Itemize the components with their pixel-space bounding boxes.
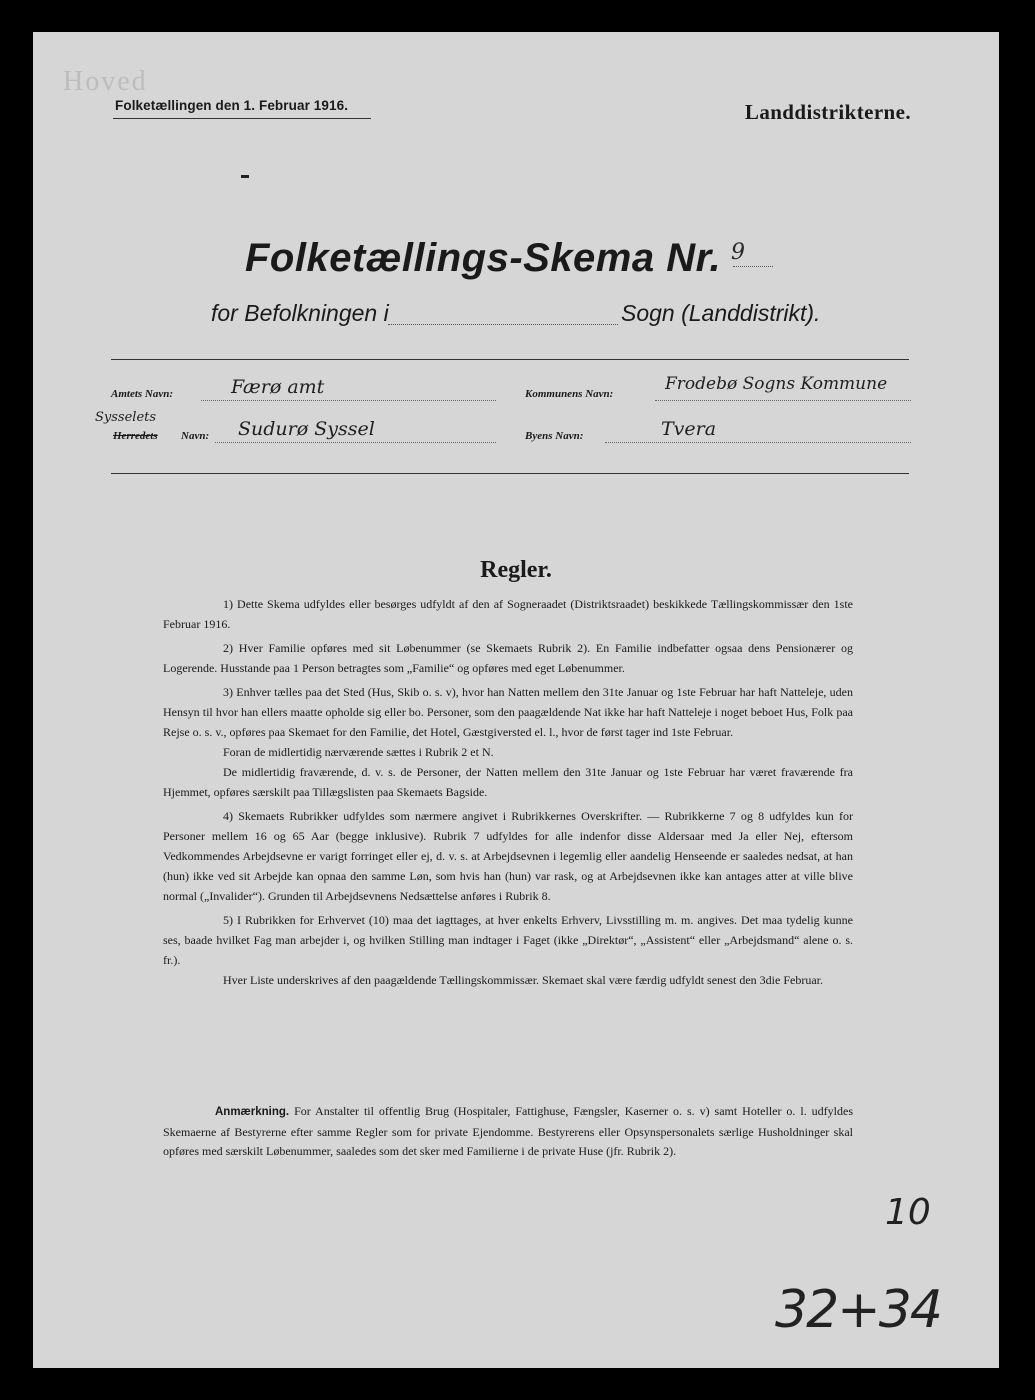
- remark-text: For Anstalter til offentlig Brug (Hospitaler, Fattighuse, Fængsler, Kaserner o. s. v) samt Hoteller o. l. udfyldes Skemaerne af Bestyrerne efter samme Regler som for private Ejendomme. Bestyrerens eller Opsynspersonalets særlige Husholdninger skal opføres med særskilt Løbenummer, saaledes som det sker med Familierne i de private Huse (jfr. Rubrik 2).: [163, 1104, 853, 1158]
- parish-blank-line: [388, 324, 618, 325]
- faint-stamp-text: Hoved: [63, 66, 148, 97]
- by-label: Byens Navn:: [525, 430, 584, 442]
- form-number-handwritten: 9: [731, 240, 745, 265]
- subtitle-suffix: Sogn (Landdistrikt).: [621, 300, 821, 326]
- remark-block: [163, 1102, 853, 1162]
- form-title: Folketællings-Skema Nr.: [245, 236, 722, 280]
- form-number-dots: [733, 266, 773, 267]
- district-type-header: Landdistrikterne.: [744, 100, 911, 124]
- rule-paragraph-3-absent: De midlertidig fraværende, d. v. s. de Personer, der Natten mellem den 31te Januar og 1ste Februar har været fraværende fra Hjemmet, opføres særskilt paa Tillægslisten paa Skemaets Bagside.: [163, 765, 853, 799]
- section-rule-bottom: [111, 473, 909, 474]
- handwritten-number-ten: 10: [885, 1192, 931, 1233]
- ink-dash-mark: [241, 175, 249, 178]
- herred-label-suffix: Navn:: [181, 430, 210, 442]
- by-dotted-line: [605, 442, 911, 443]
- section-rule-top: [111, 359, 909, 360]
- rule-paragraph-2: 2) Hver Familie opføres med sit Løbenummer (se Skemaets Rubrik 2). En Familie indbefatter ogsaa dens Pensionærer og Logerende. Husstande paa 1 Person betragtes som „Familie“ og opføres med eget Løbenummer.: [163, 641, 853, 675]
- handwritten-sum: 32+34: [775, 1280, 941, 1340]
- herred-dotted-line: [215, 442, 496, 443]
- remark-paragraph: [163, 1102, 853, 1162]
- rule-paragraph-3: 3) Enhver tælles paa det Sted (Hus, Skib o. s. v), hvor han Natten mellem den 31te Januar og 1ste Februar har haft Natteleje, uden Hensyn til hvor han ellers maatte opholde sig eller bo. Personer, som den paagældende Nat ikke har haft Natteleje i noget beboet Hus, Folk paa Rejse o. s. v., opføres paa Skemaet for den Familie, det Hotel, Gæstgiversted el. l., hvor de først tager ind 1ste Februar.: [163, 685, 853, 739]
- rule-paragraph-5-signature: Hver Liste underskrives af den paagældende Tællingskommissær. Skemaet skal være færdig udfyldt senest den 3die Februar.: [223, 973, 823, 987]
- kommune-value-handwritten: Frodebø Sogns Kommune: [665, 374, 888, 394]
- kommune-label: Kommunens Navn:: [525, 388, 614, 400]
- amt-dotted-line: [201, 400, 496, 401]
- rule-paragraph-1: 1) Dette Skema udfyldes eller besørges udfyldt af den af Sogneraadet (Distriktsraadet) beskikkede Tællingskommissær den 1ste Februar 1916.: [163, 597, 853, 631]
- rule-paragraph-3-present: Foran de midlertidig nærværende sættes i Rubrik 2 et N.: [223, 745, 494, 759]
- herred-label-handwritten-correction: Sysselets: [95, 410, 157, 425]
- census-date-header: Folketællingen den 1. Februar 1916.: [115, 98, 349, 113]
- rules-body: [163, 594, 853, 994]
- rule-paragraph-5: 5) I Rubrikken for Erhvervet (10) maa det iagttages, at hver enkelts Erhverv, Livsstilling m. m. angives. Det maa tydelig kunne ses, baade hvilket Fag man arbejder i, og hvilken Stilling man indtager i Faget (ikke „Direktør“, „Assistent“ eller „Arbejdsmand“ alene o. s. fr.).: [163, 913, 853, 967]
- amt-label: Amtets Navn:: [111, 388, 174, 400]
- herred-label-struck: Herredets: [113, 430, 158, 442]
- kommune-dotted-line: [655, 400, 911, 401]
- header-underline: [113, 118, 371, 119]
- subtitle-prefix: for Befolkningen i: [211, 300, 389, 326]
- census-form-sheet: [33, 32, 999, 1368]
- rule-paragraph-4: 4) Skemaets Rubrikker udfyldes som nærmere angivet i Rubrikkernes Overskrifter. — Rubrikkerne 7 og 8 udfyldes kun for Personer mellem 16 og 65 Aar (begge inklusive). Rubrik 7 udfyldes for alle indenfor disse Aldersaar med Ja eller Nej, eftersom Vedkommendes Arbejdsevne er varigt forringet eller ej, d. v. s. at Arbejdsevnen i legemlig eller aandelig Henseende er saaledes nedsat, at han (hun) ikke ved sit Arbejde kan opnaa den samme Løn, som hvis han (hun) var rask, og at Arbejdsevnen ikke kan antages atter at ville blive normal („Invalider“). Grunden til Arbejdsevnens Nedsættelse anføres i Rubrik 8.: [163, 809, 853, 903]
- amt-value-handwritten: Færø amt: [231, 376, 325, 398]
- rules-heading: Regler.: [480, 557, 552, 583]
- remark-label: Anmærkning.: [215, 1106, 290, 1118]
- by-value-handwritten: Tvera: [661, 418, 717, 440]
- herred-value-handwritten: Sudurø Syssel: [238, 418, 375, 440]
